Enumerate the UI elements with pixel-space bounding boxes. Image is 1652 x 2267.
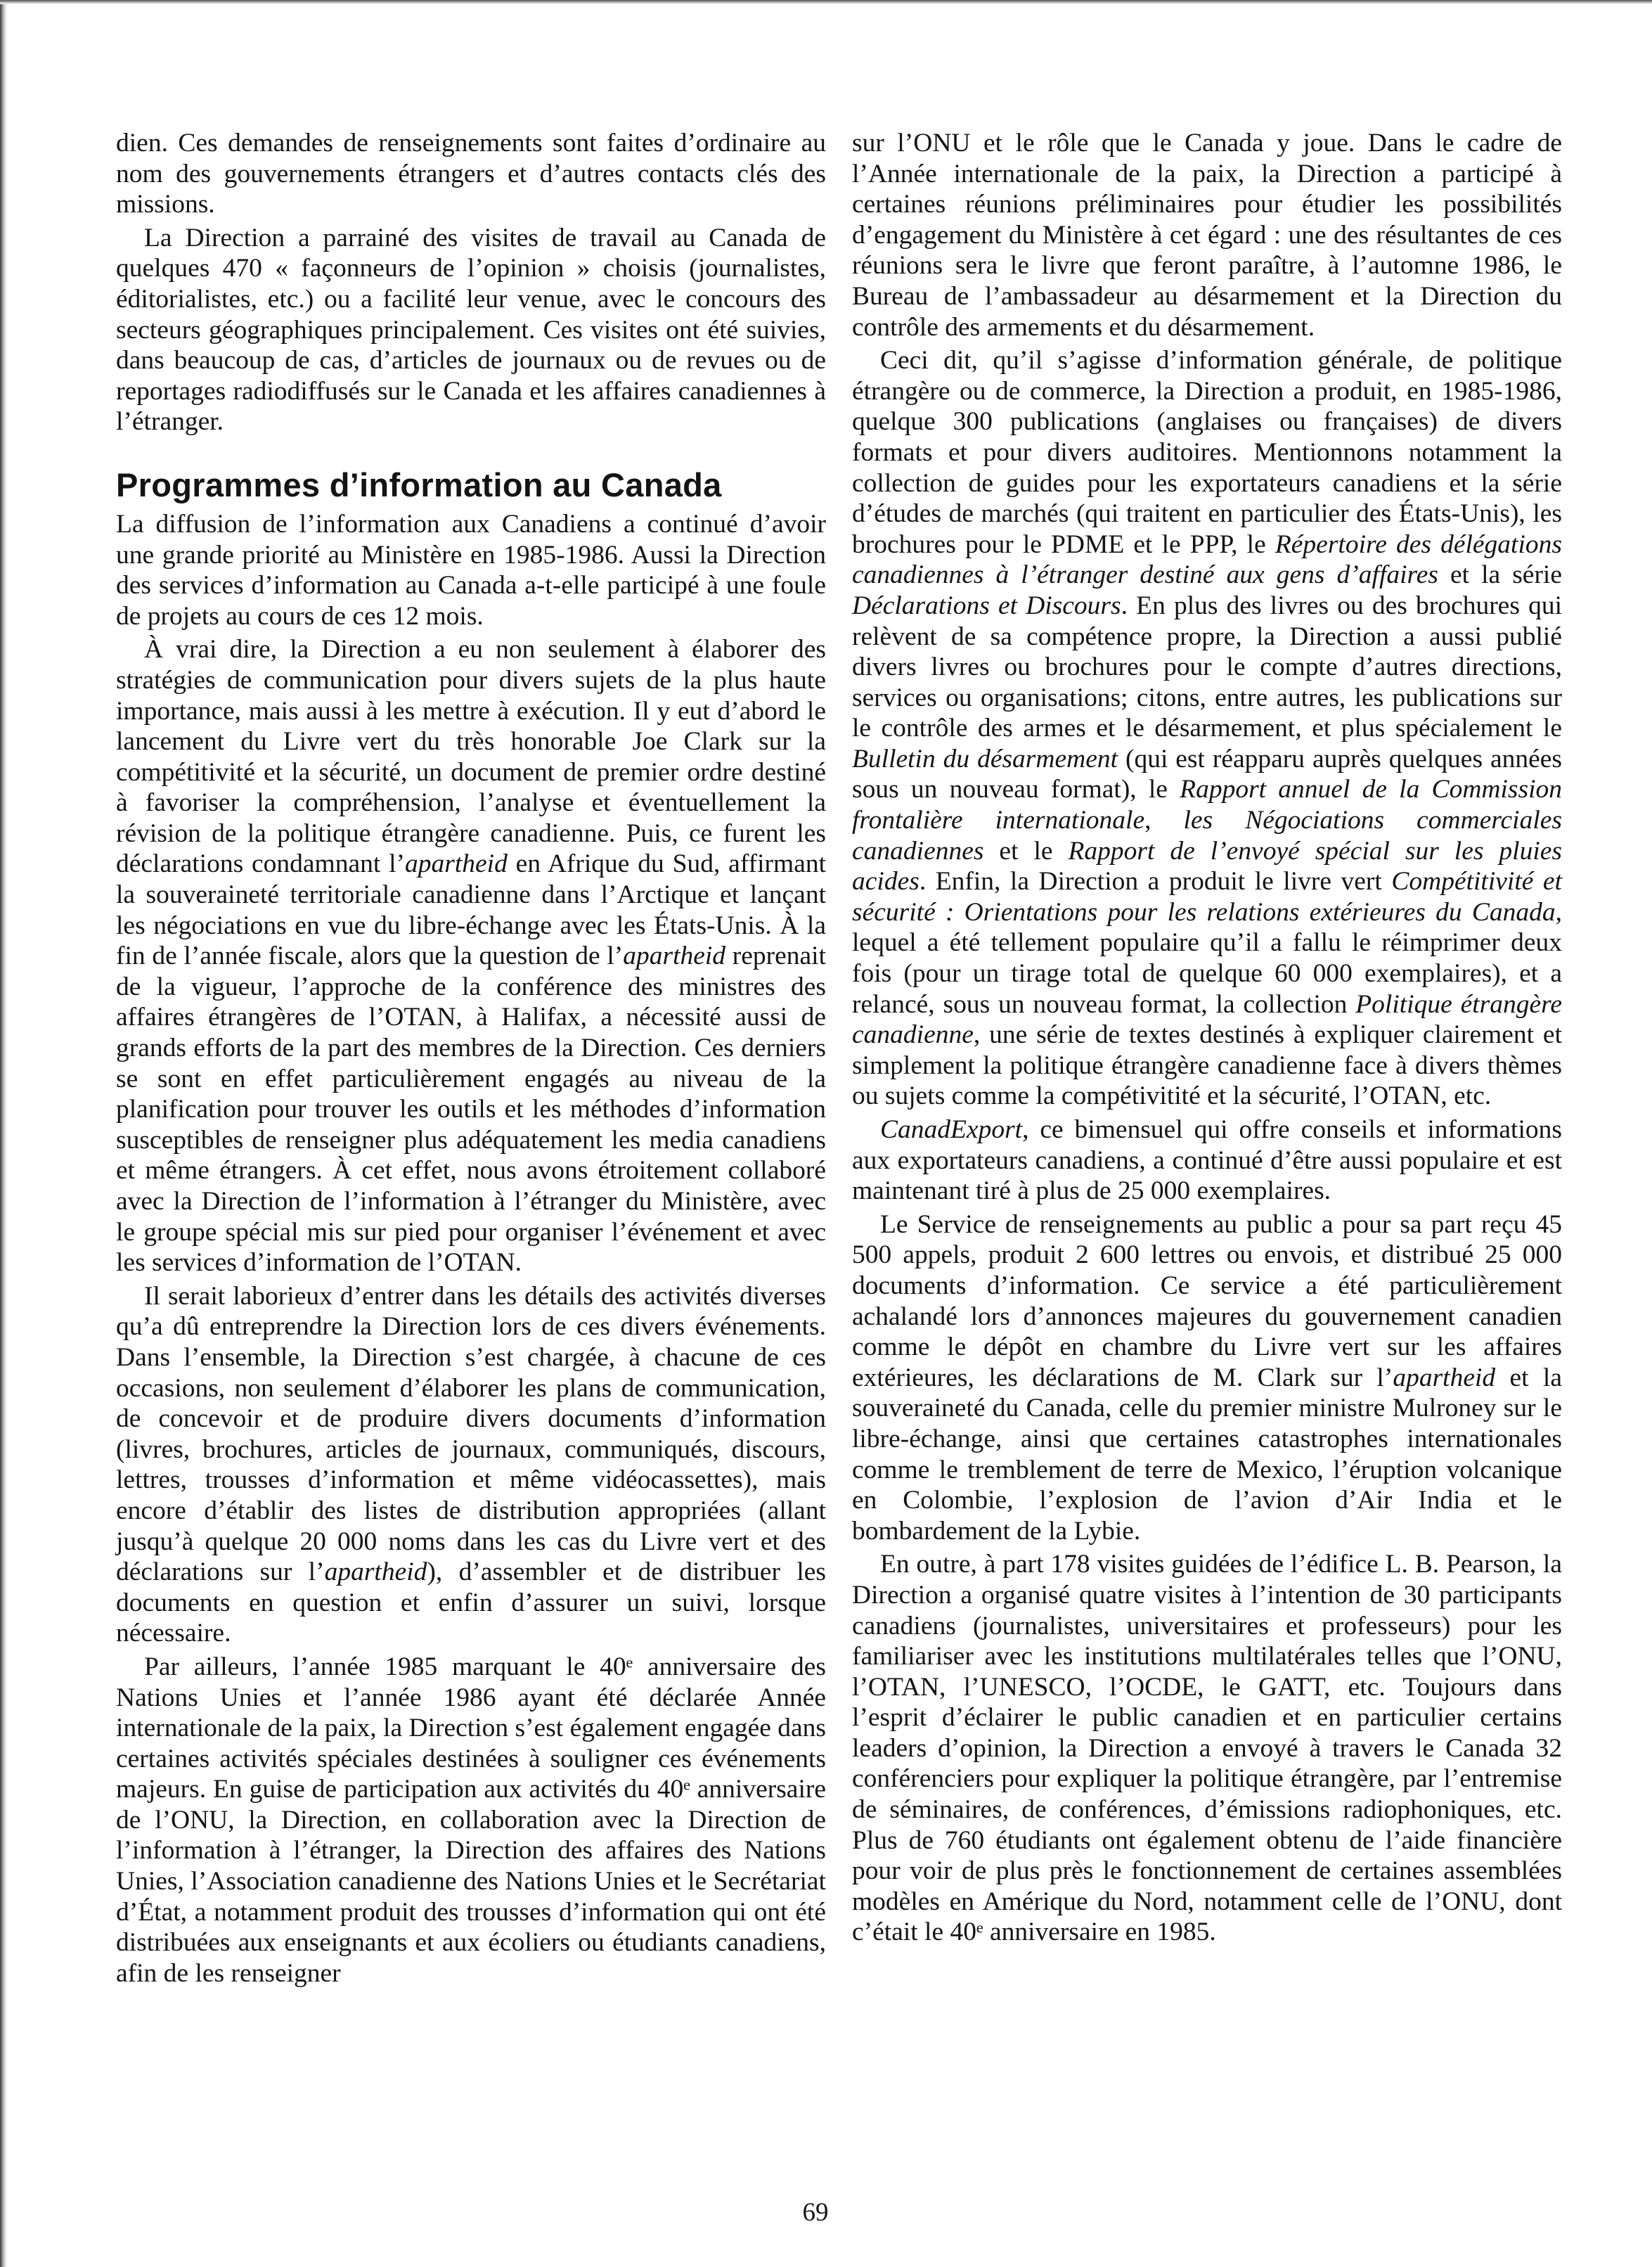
scan-shadow-edge <box>0 0 7 2267</box>
text: (qui est réapparu auprès quelques années sous un nouveau format), le <box>852 744 1562 804</box>
right-paragraph-5 <box>852 1549 1562 1948</box>
section-heading: Programmes d’information au Canada <box>116 465 722 503</box>
text: Le Service de renseignements au public a pour sa part reçu 45 500 appels, produit 2 600 lettres ou envois, et distribué 25 000 documents d’information. Ce service a été particulièrement achalandé lors d’annonces majeures du gouvernement canadien comme le dépôt en chambre du Livre vert sur les affaires extérieures, les déclarations de M. Clark sur l’ <box>852 1209 1562 1392</box>
text: , lequel a été tellement populaire qu’il a fallu le réimprimer deux fois (pour un tirage total de quelque 60 000 exemplaires), et a relancé, sous un nouveau format, la collection <box>852 897 1562 1019</box>
text: Il serait laborieux d’entrer dans les détails des activités diverses qu’a dû entreprendre la Direction lors de ces divers événements. Dans l’ensemble, la Direction s’est chargée, à chacune de ces occasions, non seulement d’élaborer les plans de communication, de concevoir et de produire divers documents d’information (livres, brochures, articles de journaux, communiqués, discours, lettres, trousses d’information et même vidéocassettes), mais encore d’établir des listes de distribution appropriées (allant jusqu’à quelque 20 000 noms dans les cas du Livre vert et des déclarations sur l’ <box>116 1281 826 1587</box>
text: La diffusion de l’information aux Canadiens a continué d’avoir une grande priorité au Ministère en 1985-1986. Aussi la Direction des services d’information au Canada a-t-elle participé à une foule de projets au cours de ces 12 mois. <box>116 509 826 631</box>
italic-text: Bulletin du désarmement <box>852 744 1118 773</box>
italic-text: Compétitivité et sécurité : Orientations pour les relations extérieures du Canada <box>852 867 1562 927</box>
text: reprenait de la vigueur, l’approche de la conférence des ministres des affaires étrangères de l’OTAN, à Halifax, a nécessité aussi de grands efforts de la part des membres de la Direction. Ces derniers se sont en effet particulièrement engagés au niveau de la planification pour trouver les outils et les méthodes d’information susceptibles de renseigner plus adéquatement les media canadiens et même étrangers. À cet effet, nous avons étroitement collaboré avec la Direction de l’information à l’étranger du Ministère, avec le groupe spécial mis sur pied pour organiser l’événement et avec les services d’information de l’OTAN. <box>116 942 826 1278</box>
italic-text: Déclarations et Discours <box>852 591 1121 620</box>
right-paragraph-1 <box>852 128 1562 342</box>
left-paragraph-4 <box>116 634 826 1278</box>
text: Par ailleurs, l’année 1985 marquant le 40ᵉ anniversaire des Nations Unies et l’année 1986 ayant été déclarée Année internationale de la paix, la Direction s’est également engagée dans certaines activités spéciales destinées à souligner ces événements majeurs. En guise de participation aux activités du 40ᵉ anniversaire de l’ONU, la Direction, en collaboration avec la Direction de l’information à l’étranger, la Direction des affaires des Nations Unies, l’Association canadienne des Nations Unies et le Secrétariat d’État, a notamment produit des trousses d’information qui ont été distribuées aux enseignants et aux écoliers ou étudiants canadiens, afin de les renseigner <box>116 1652 826 1988</box>
text: ), d’assembler et de distribuer les documents en question et enfin d’assurer un suivi, lorsque nécessaire. <box>116 1558 826 1648</box>
text: En outre, à part 178 visites guidées de l’édifice L. B. Pearson, la Direction a organisé quatre visites à l’intention de 30 participants canadiens (journalistes, universitaires et professeurs) pour les familiariser avec les institutions multilatérales telles que l’ONU, l’OTAN, l’UNESCO, l’OCDE, le GATT, etc. Toujours dans l’esprit d’éclairer le public canadien et en particulier certains leaders d’opinion, la Direction a envoyé à travers le Canada 32 conférenciers pour expliquer la politique étrangère, par l’entremise de séminaires, de conférences, d’émissions radiophoniques, etc. Plus de 760 étudiants ont également obtenu de l’aide financière pour voir de plus près le fonctionnement de certaines assemblées modèles en Amérique du Nord, notamment celle de l’ONU, dont c’était le 40ᵉ anniversaire en 1985. <box>852 1550 1562 1947</box>
italic-text: les Négociations commerciales canadiennes <box>852 806 1563 866</box>
text: et la série <box>1438 560 1562 590</box>
left-column <box>116 128 826 1991</box>
text: . Enfin, la Direction a produit le livre vert <box>919 867 1392 897</box>
left-paragraph-3 <box>116 509 826 631</box>
text: , <box>1144 806 1184 835</box>
text: , ce bimensuel qui offre conseils et informations aux exportateurs canadiens, a continué d’être aussi populaire et est maintenant tiré à plus de 25 000 exemplaires. <box>852 1115 1562 1206</box>
right-paragraph-3 <box>852 1115 1562 1207</box>
text: , une série de textes destinés à expliquer clairement et simplement la politique étrangère canadienne face à divers thèmes ou sujets comme la compétivitité et la sécurité, l’OTAN, etc. <box>852 1020 1562 1111</box>
right-paragraph-2 <box>852 345 1562 1112</box>
italic-text: Politique étrangère canadienne <box>852 989 1563 1050</box>
text: À vrai dire, la Direction a eu non seulement à élaborer des stratégies de communication pour divers sujets de la plus haute importance, mais aussi à les mettre à exécution. Il y eut d’abord le lancement du Livre vert du très honorable Joe Clark sur la compétitivité et la sécurité, un document de premier ordre destiné à favoriser la compréhension, l’analyse et éventuellement la révision de la politique étrangère canadienne. Puis, ce furent les déclarations condamnant l’ <box>116 635 826 879</box>
italic-text: apartheid <box>405 849 508 879</box>
right-column <box>852 128 1562 1951</box>
scan-shadow-top <box>0 0 1652 4</box>
text: La Direction a parrainé des visites de travail au Canada de quelques 470 « façonneurs de l’opinion » choisis (journalistes, éditorialistes, etc.) ou a facilité leur venue, avec le concours des secteurs géographiques principalement. Ces visites ont été suivies, dans beaucoup de cas, d’articles de journaux ou de revues ou de reportages radiodiffusés sur le Canada et les affaires canadiennes à l’étranger. <box>116 223 826 437</box>
italic-text: Répertoire des délégations canadiennes à l’étranger destiné aux gens d’affaires <box>852 529 1562 590</box>
italic-text: apartheid <box>1393 1363 1496 1392</box>
left-paragraph-1 <box>116 128 826 220</box>
text: en Afrique du Sud, affirmant la souveraineté territoriale canadienne dans l’Arctique et lançant les négociations en vue du libre-échange avec les États-Unis. À la fin de l’année fiscale, alors que la question de l’ <box>116 849 827 971</box>
text: . En plus des livres ou des brochures qui relèvent de sa compétence propre, la Direction a aussi publié divers livres ou brochures pour le compte d’autres directions, services ou organisations; citons, entre autres, les publications sur le contrôle des armes et le désarmement, et plus spécialement le <box>852 591 1562 743</box>
italic-text: Rapport de l’envoyé spécial sur les pluies acides <box>852 836 1562 897</box>
text: et la souveraineté du Canada, celle du premier ministre Mulroney sur le libre-échange, ainsi que certaines catastrophes internationales comme le tremblement de terre de Mexico, l’éruption volcanique en Colombie, l’explosion de l’avion d’Air India et le bombardement de la Lybie. <box>852 1363 1562 1546</box>
right-paragraph-4 <box>852 1209 1562 1547</box>
italic-text: apartheid <box>324 1558 427 1587</box>
text: sur l’ONU et le rôle que le Canada y joue. Dans le cadre de l’Année internationale de la paix, la Direction a participé à certaines réunions préliminaires pour étudier les possibilités d’engagement du Ministère à cet égard : une des résultantes de ces réunions sera le livre que feront paraître, à l’automne 1986, le Bureau de l’ambassadeur au désarmement et la Direction du contrôle des armements et du désarmement. <box>852 129 1562 342</box>
left-paragraph-5 <box>116 1281 826 1649</box>
text: Ceci dit, qu’il s’agisse d’information générale, de politique étrangère ou de commerce, la Direction a produit, en 1985-1986, quelque 300 publications (anglaises ou françaises) de divers formats et pour divers auditoires. Mentionnons notamment la collection de guides pour les exportateurs canadiens et la série d’études de marchés (qui traitent en particulier des États-Unis), les brochures pour le PDME et le PPP, le <box>852 346 1562 559</box>
left-paragraph-2 <box>116 223 826 437</box>
left-paragraph-6 <box>116 1652 826 1989</box>
italic-text: CanadExport <box>880 1115 1023 1144</box>
italic-text: apartheid <box>623 942 726 971</box>
italic-text: Rapport annuel de la Commission frontalière internationale <box>852 775 1563 835</box>
page-number: 69 <box>802 2198 829 2227</box>
text: dien. Ces demandes de renseignements sont faites d’ordinaire au nom des gouvernements étrangers et d’autres contacts clés des missions. <box>116 129 826 219</box>
text: et le <box>983 836 1069 866</box>
